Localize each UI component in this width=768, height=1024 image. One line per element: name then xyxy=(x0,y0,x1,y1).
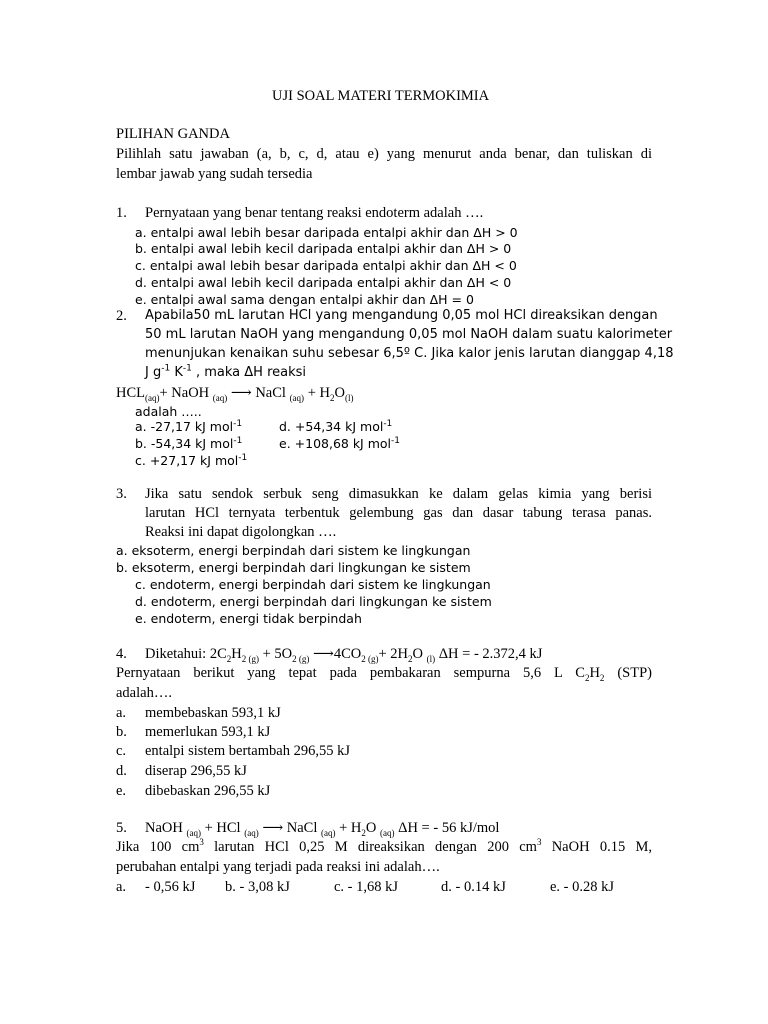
q4-option-a: membebaskan 593,1 kJ xyxy=(145,705,281,721)
q2-eq-o: O xyxy=(334,385,345,401)
q4-option-e-letter: e. xyxy=(116,783,127,799)
q2-eq-h: + H xyxy=(304,385,330,401)
q2-line-4-a: J g xyxy=(145,365,162,380)
q5-line-2: perubahan entalpi yang terjadi pada reaksi ini adalah…. xyxy=(116,859,440,875)
q5-option-c: c. - 1,68 kJ xyxy=(334,879,399,895)
q5-eq-dh: ΔH = - 56 kJ/mol xyxy=(394,820,500,836)
q5-eq-state-3: (aq) xyxy=(321,827,336,838)
q2-eq-naoh: + NaOH xyxy=(159,385,213,401)
q5-line-1-b: larutan HCl 0,25 M direaksikan dengan 200 cm xyxy=(203,839,537,855)
q5-eq-naoh: NaOH xyxy=(145,820,187,836)
q2-line-3-text: menunjukan kenaikan suhu sebesar 6,5º C. Jika kalor jenis larutan dianggap 4,18 xyxy=(145,346,674,361)
q2-option-e-exp: -1 xyxy=(391,435,401,446)
q2-option-d-text: d. +54,34 kJ mol xyxy=(279,419,384,434)
q2-option-c-text: c. +27,17 kJ mol xyxy=(135,453,239,468)
q2-line-1 xyxy=(145,307,658,325)
q2-eq-state-1: (aq) xyxy=(145,392,160,403)
q2-eq-sub-2: 2 xyxy=(329,392,335,403)
q4-eq-state-3: (g) xyxy=(365,653,379,664)
q4-option-d-letter: d. xyxy=(116,763,127,779)
q4-statement-sub-2: 2 xyxy=(599,672,605,683)
q3-line-1-text: Jika satu sendok serbuk seng dimasukkan ke dalam gelas kimia yang berisi xyxy=(145,486,652,502)
q5-eq-state-4: (aq) xyxy=(380,827,395,838)
q5-eq-state-2: (aq) xyxy=(244,827,259,838)
q4-eq-sub-a: 2 xyxy=(226,653,232,664)
q2-line-1-text: Apabila50 mL larutan HCl yang mengandung 0,05 mol HCl direaksikan dengan xyxy=(145,308,658,323)
q4-statement-line-2: adalah…. xyxy=(116,685,172,701)
q5-eq-o: O xyxy=(365,820,381,836)
q2-eq-hcl: HCL xyxy=(116,385,145,401)
q5-line-1-inner xyxy=(116,839,652,855)
q2-option-c xyxy=(135,452,247,470)
q5-eq-sub: 2 xyxy=(361,827,366,838)
q4-option-e: dibebaskan 296,55 kJ xyxy=(145,783,271,799)
q4-option-b-letter: b. xyxy=(116,724,127,740)
q5-line-1-sup-2: 3 xyxy=(536,837,542,848)
q3-option-c: c. endoterm, energi berpindah dari sistem ke lingkungan xyxy=(135,577,491,592)
q4-option-c-letter: c. xyxy=(116,743,127,759)
q1-option-c: c. entalpi awal lebih besar daripada entalpi akhir dan ΔH < 0 xyxy=(135,258,517,273)
q3-option-a: a. eksoterm, energi berpindah dari sistem ke lingkungan xyxy=(116,543,471,558)
q1-number: 1. xyxy=(116,205,127,221)
q2-option-d-exp: -1 xyxy=(383,418,393,429)
q4-statement-end: (STP) xyxy=(604,665,652,681)
q2-line-2 xyxy=(145,326,673,344)
q4-statement-h: H xyxy=(589,665,600,681)
q2-line-4-sup-2: -1 xyxy=(182,363,192,374)
q2-number: 2. xyxy=(116,308,127,324)
q5-option-d: d. - 0.14 kJ xyxy=(441,879,506,895)
q4-eq-o: O xyxy=(412,646,427,662)
section-heading: PILIHAN GANDA xyxy=(116,126,230,142)
q2-option-d xyxy=(279,418,392,436)
q2-option-a-text: a. -27,17 kJ mol xyxy=(135,419,234,434)
q5-option-a: - 0,56 kJ xyxy=(145,879,196,895)
q2-eq-arrow-nacl: ⟶ NaCl xyxy=(227,385,290,401)
q4-eq-dh: ΔH = - 2.372,4 kJ xyxy=(435,646,543,662)
q5-eq-hcl: + HCl xyxy=(200,820,245,836)
q3-line-1 xyxy=(145,485,652,503)
q2-eq-state-3: (aq) xyxy=(289,392,305,403)
q4-eq-state-1: (g) xyxy=(246,653,259,664)
q3-option-d: d. endoterm, energi berpindah dari lingkungan ke sistem xyxy=(135,594,492,609)
q4-option-b: memerlukan 593,1 kJ xyxy=(145,724,271,740)
q4-eq-h: H xyxy=(231,646,242,662)
q2-equation xyxy=(116,384,353,402)
q4-eq-sub-c: 2 xyxy=(292,653,297,664)
q4-option-c: entalpi sistem bertambah 296,55 kJ xyxy=(145,743,350,759)
q2-option-b xyxy=(135,435,242,453)
q1-option-e: e. entalpi awal sama dengan entalpi akhir dan ΔH = 0 xyxy=(135,292,474,307)
instruction-line-2: lembar jawab yang sudah tersedia xyxy=(116,166,313,182)
q4-eq-lead: Diketahui: 2C xyxy=(145,646,227,662)
q4-eq-state-2: (g) xyxy=(296,653,310,664)
q2-tail: adalah ….. xyxy=(135,404,202,419)
q5-line-1 xyxy=(116,838,652,856)
q2-option-c-exp: -1 xyxy=(238,452,248,463)
q4-eq-o2: + 5O xyxy=(259,646,293,662)
page-title: UJI SOAL MATERI TERMOKIMIA xyxy=(272,88,490,104)
q3-line-2-text: larutan HCl ternyata terbentuk gelembung gas dan dasar tabung terasa panas. xyxy=(145,505,652,521)
q4-statement-line-1 xyxy=(116,664,652,682)
q2-line-4-b: K xyxy=(170,365,183,380)
q1-text: Pernyataan yang benar tentang reaksi endoterm adalah …. xyxy=(145,205,484,221)
q4-option-a-letter: a. xyxy=(116,705,127,721)
q4-equation xyxy=(145,645,542,663)
q2-eq-state-2: (aq) xyxy=(212,392,228,403)
q4-eq-arrow-co2: ⟶4CO xyxy=(309,646,362,662)
q4-statement-sub-1: 2 xyxy=(584,672,590,683)
q3-number: 3. xyxy=(116,486,127,502)
q4-eq-sub-e: 2 xyxy=(408,653,413,664)
q2-line-4-c: , maka ΔH reaksi xyxy=(191,365,307,380)
q2-line-4-sup-1: -1 xyxy=(161,363,171,374)
q5-line-1-sup-1: 3 xyxy=(199,837,204,848)
q4-eq-state-4: (l) xyxy=(426,653,436,664)
q2-option-a xyxy=(135,418,242,436)
q5-option-b: b. - 3,08 kJ xyxy=(225,879,290,895)
q2-option-e xyxy=(279,435,400,453)
q5-eq-state-1: (aq) xyxy=(186,827,201,838)
q2-option-e-text: e. +108,68 kJ mol xyxy=(279,436,392,451)
q5-option-a-letter: a. xyxy=(116,879,127,895)
q5-option-e: e. - 0.28 kJ xyxy=(550,879,615,895)
q2-line-2-text: 50 mL larutan NaOH yang mengandung 0,05 mol NaOH dalam suatu kalorimeter xyxy=(145,327,673,342)
q4-option-d: diserap 296,55 kJ xyxy=(145,763,247,779)
q2-eq-state-4: (l) xyxy=(344,392,354,403)
q4-eq-sub-b: 2 xyxy=(241,653,247,664)
q1-option-b: b. entalpi awal lebih kecil daripada entalpi akhir dan ΔH > 0 xyxy=(135,241,512,256)
instruction-text-1: Pilihlah satu jawaban (a, b, c, d, atau e) yang menurut anda benar, dan tuliskan di xyxy=(116,146,652,162)
q3-option-e: e. endoterm, energi tidak berpindah xyxy=(135,611,362,626)
q4-eq-sub-d: 2 xyxy=(361,653,366,664)
q2-line-4 xyxy=(145,364,306,382)
q5-eq-arrow-nacl: ⟶ NaCl xyxy=(258,820,321,836)
q3-line-3: Reaksi ini dapat digolongkan …. xyxy=(145,524,337,540)
q1-option-a: a. entalpi awal lebih besar daripada entalpi akhir dan ΔH > 0 xyxy=(135,225,518,240)
q4-eq-h2o: + 2H xyxy=(378,646,408,662)
q3-option-b: b. eksoterm, energi berpindah dari lingkungan ke sistem xyxy=(116,560,471,575)
q5-number: 5. xyxy=(116,820,127,836)
q5-line-1-c: NaOH 0.15 M, xyxy=(541,839,652,855)
q4-statement-a: Pernyataan berikut yang tepat pada pembakaran sempurna 5,6 L C xyxy=(116,665,585,681)
q5-equation xyxy=(145,819,499,837)
q4-statement-line-1-inner xyxy=(116,665,652,681)
q4-number: 4. xyxy=(116,646,127,662)
q5-eq-h: + H xyxy=(335,820,362,836)
q3-line-2 xyxy=(145,504,652,522)
q1-option-d: d. entalpi awal lebih kecil daripada entalpi akhir dan ΔH < 0 xyxy=(135,275,512,290)
q2-line-3 xyxy=(145,345,674,363)
instruction-line-1 xyxy=(116,145,652,163)
q2-option-b-exp: -1 xyxy=(233,435,243,446)
q2-option-b-text: b. -54,34 kJ mol xyxy=(135,436,234,451)
q5-line-1-a: Jika 100 cm xyxy=(116,839,200,855)
q2-option-a-exp: -1 xyxy=(233,418,243,429)
